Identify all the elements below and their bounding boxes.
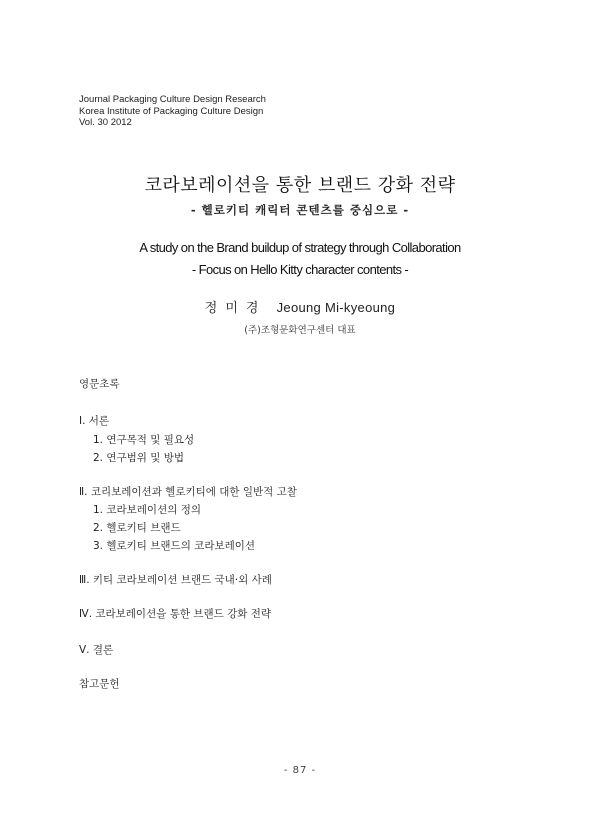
paper-title-korean: 코라보레이션을 통한 브랜드 강화 전략 — [144, 175, 456, 196]
toc-item-2-3: 3. 헬로키티 브랜드의 코라보레이션 — [93, 540, 256, 552]
author-name-english: Jeoung Mi-kyeoung — [276, 300, 396, 315]
toc-item-1-2: 2. 연구범위 및 방법 — [93, 452, 185, 464]
toc-item-1-1: 1. 연구목적 및 필요성 — [93, 434, 195, 446]
toc-section-2: Ⅱ. 코리보레이션과 헬로키티에 대한 일반적 고찰 — [79, 486, 297, 498]
author-affiliation: (주)조형문화연구센터 대표 — [244, 325, 356, 336]
toc-section-3: Ⅲ. 키티 코라보레이션 브랜드 국내·외 사례 — [79, 574, 272, 586]
toc-item-2-1: 1. 코라보레이션의 정의 — [93, 504, 201, 516]
toc-section-1: Ⅰ. 서론 — [79, 415, 110, 427]
toc-abstract: 영문초록 — [79, 378, 120, 390]
journal-publisher: Korea Institute of Packaging Culture Design — [79, 105, 264, 117]
journal-volume: Vol. 30 2012 — [79, 117, 132, 128]
paper-title-english: A study on the Brand buildup of strategy through Collaboration — [139, 240, 461, 255]
author-line — [0, 297, 600, 316]
toc-item-2-2: 2. 헬로키티 브랜드 — [93, 522, 181, 534]
page-number: - 87 - — [283, 765, 317, 776]
toc-references: 참고문헌 — [79, 678, 120, 690]
journal-header — [79, 94, 266, 129]
paper-subtitle-english: - Focus on Hello Kitty character contents - — [191, 262, 409, 277]
toc-section-5: Ⅴ. 결론 — [79, 644, 114, 656]
journal-name: Journal Packaging Culture Design Research — [79, 94, 266, 105]
toc-section-4: Ⅳ. 코라보레이션을 통한 브랜드 강화 전략 — [79, 608, 272, 620]
paper-subtitle-korean: - 헬로키티 캐릭터 콘텐츠를 중심으로 - — [190, 203, 410, 217]
author-name-korean: 정미경 — [204, 301, 267, 316]
